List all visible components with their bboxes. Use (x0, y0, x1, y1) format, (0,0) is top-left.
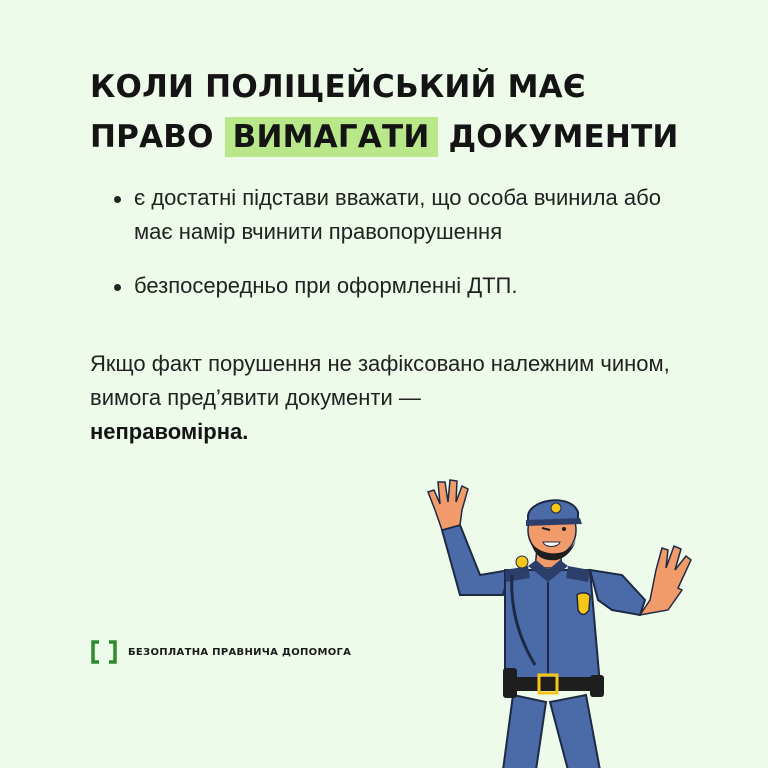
conclusion-paragraph (90, 347, 700, 449)
logo-text: БЕЗОПЛАТНА ПРАВНИЧА ДОПОМОГА (128, 646, 352, 658)
conclusion-text: Якщо факт порушення не зафіксовано належним чином, вимога пред’явити документи — (90, 351, 670, 410)
list-item: є достатні підстави вважати, що особа вчинила або має намір вчинити правопорушення (112, 181, 672, 249)
police-officer-illustration (400, 470, 700, 768)
title (90, 62, 679, 162)
title-line-2-end: ДОКУМЕНТИ (448, 119, 679, 155)
brackets-logo-icon (90, 640, 118, 664)
list-item: безпосередньо при оформленні ДТП. (112, 269, 672, 303)
title-line-1: КОЛИ ПОЛІЦЕЙСЬКИЙ МАЄ (90, 69, 586, 105)
conclusion-bold: неправомірна. (90, 419, 249, 444)
logo (90, 640, 351, 664)
title-highlight: ВИМАГАТИ (225, 117, 438, 157)
conditions-list (112, 181, 672, 323)
title-line-2-start: ПРАВО (90, 119, 214, 155)
